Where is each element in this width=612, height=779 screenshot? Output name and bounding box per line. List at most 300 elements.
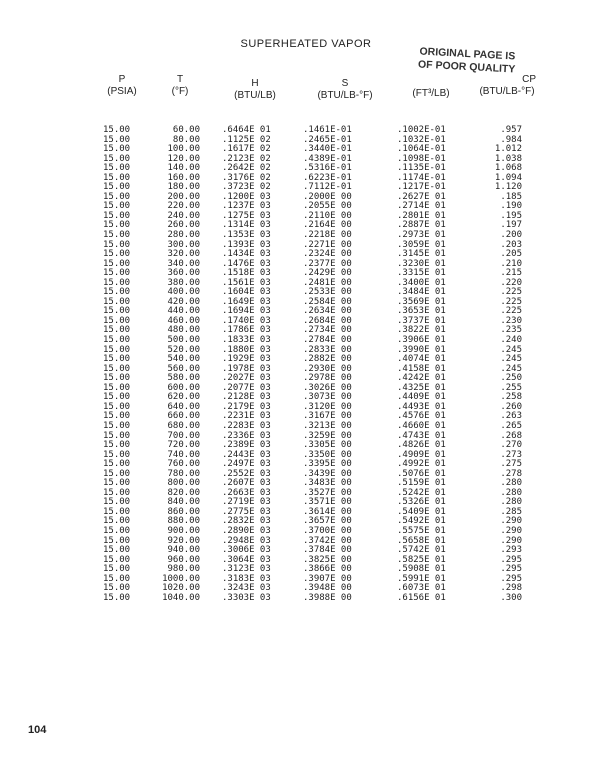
cell-volume: .1135E-01 <box>397 163 446 174</box>
cell-temperature: 860.00 <box>167 506 200 517</box>
cell-volume: .1064E-01 <box>397 144 446 155</box>
cell-volume: .5825E 01 <box>397 554 446 565</box>
cell-volume: .3230E 01 <box>397 258 446 269</box>
cell-pressure: 15.00 <box>103 354 131 365</box>
cell-temperature: 500.00 <box>167 335 200 346</box>
header-temperature-symbol: T <box>176 74 184 85</box>
cell-enthalpy: .2123E 02 <box>222 153 271 164</box>
cell-volume: .3315E 01 <box>397 268 446 279</box>
cell-temperature: 460.00 <box>167 315 200 326</box>
header-volume <box>396 88 466 100</box>
cell-enthalpy: .2443E 03 <box>222 449 271 460</box>
cell-enthalpy: .2607E 03 <box>222 478 271 489</box>
cell-temperature: 720.00 <box>167 440 200 451</box>
cell-specific-heat: .984 <box>500 134 522 145</box>
cell-temperature: 660.00 <box>167 411 200 422</box>
cell-specific-heat: .258 <box>500 392 522 403</box>
cell-temperature: 120.00 <box>167 153 200 164</box>
cell-entropy: .3259E 00 <box>303 430 352 441</box>
cell-enthalpy: .1929E 03 <box>222 354 271 365</box>
cell-volume: .2627E 01 <box>397 191 446 202</box>
cell-pressure: 15.00 <box>103 344 131 355</box>
cell-volume: .2973E 01 <box>397 230 446 241</box>
cell-entropy: .3700E 00 <box>303 525 352 536</box>
cell-enthalpy: .1617E 02 <box>222 144 271 155</box>
cell-volume: .3484E 01 <box>397 287 446 298</box>
header-specific-heat <box>466 74 548 98</box>
cell-volume: .5575E 01 <box>397 525 446 536</box>
stamp-line-2: OF POOR QUALITY <box>417 58 516 76</box>
cell-enthalpy: .3243E 03 <box>222 583 271 594</box>
cell-enthalpy: .2642E 02 <box>222 163 271 174</box>
header-pressure <box>102 74 142 98</box>
page-title: SUPERHEATED VAPOR <box>240 38 372 50</box>
cell-entropy: .2324E 00 <box>303 249 352 260</box>
cell-temperature: 560.00 <box>167 363 200 374</box>
cell-volume: .4660E 01 <box>397 420 446 431</box>
cell-entropy: .3742E 00 <box>303 535 352 546</box>
cell-enthalpy: .1434E 03 <box>222 249 271 260</box>
cell-volume: .5492E 01 <box>397 516 446 527</box>
cell-entropy: .3439E 00 <box>303 468 352 479</box>
cell-entropy: .3527E 00 <box>303 487 352 498</box>
cell-entropy: .5316E-01 <box>303 163 352 174</box>
cell-temperature: 380.00 <box>167 277 200 288</box>
cell-temperature: 800.00 <box>167 478 200 489</box>
cell-specific-heat: 1.012 <box>494 144 522 155</box>
cell-enthalpy: .1237E 03 <box>222 201 271 212</box>
cell-specific-heat: .957 <box>500 125 522 135</box>
cell-specific-heat: .273 <box>500 449 522 460</box>
page-number: 104 <box>28 724 47 736</box>
cell-pressure: 15.00 <box>103 516 131 527</box>
cell-pressure: 15.00 <box>103 554 131 565</box>
cell-specific-heat: .265 <box>500 420 522 431</box>
cell-specific-heat: .250 <box>500 373 522 384</box>
cell-volume: .3145E 01 <box>397 249 446 260</box>
cell-enthalpy: .2775E 03 <box>222 506 271 517</box>
cell-pressure: 15.00 <box>103 459 131 470</box>
cell-pressure: 15.00 <box>103 392 131 403</box>
cell-pressure: 15.00 <box>103 401 131 412</box>
header-enthalpy <box>222 78 288 102</box>
cell-volume: .5742E 01 <box>397 545 446 556</box>
header-pressure-unit: (PSIA) <box>107 86 137 97</box>
cell-temperature: 240.00 <box>167 210 200 221</box>
cell-pressure: 15.00 <box>103 134 131 145</box>
cell-pressure: 15.00 <box>103 296 131 307</box>
cell-specific-heat: .215 <box>500 268 522 279</box>
cell-entropy: .2882E 00 <box>303 354 352 365</box>
header-enthalpy-unit: (BTU/LB) <box>234 90 276 101</box>
cell-specific-heat: .230 <box>500 315 522 326</box>
cell-temperature: 140.00 <box>167 163 200 174</box>
cell-entropy: .3784E 00 <box>303 545 352 556</box>
cell-specific-heat: .280 <box>500 497 522 508</box>
cell-volume: .4409E 01 <box>397 392 446 403</box>
cell-enthalpy: .2179E 03 <box>222 401 271 412</box>
cell-enthalpy: .1476E 03 <box>222 258 271 269</box>
cell-entropy: .2429E 00 <box>303 268 352 279</box>
cell-temperature: 480.00 <box>167 325 200 336</box>
cell-volume: .5326E 01 <box>397 497 446 508</box>
cell-enthalpy: .2948E 03 <box>222 535 271 546</box>
cell-specific-heat: .255 <box>500 382 522 393</box>
cell-specific-heat: .225 <box>500 287 522 298</box>
cell-temperature: 420.00 <box>167 296 200 307</box>
cell-enthalpy: .1978E 03 <box>222 363 271 374</box>
cell-pressure: 15.00 <box>103 191 131 202</box>
cell-temperature: 820.00 <box>167 487 200 498</box>
cell-specific-heat: .290 <box>500 525 522 536</box>
cell-entropy: .3120E 00 <box>303 401 352 412</box>
cell-temperature: 200.00 <box>167 191 200 202</box>
cell-volume: .5159E 01 <box>397 478 446 489</box>
cell-volume: .4992E 01 <box>397 459 446 470</box>
cell-pressure: 15.00 <box>103 258 131 269</box>
header-volume-unit: (FT³/LB) <box>412 88 450 99</box>
cell-entropy: .2684E 00 <box>303 315 352 326</box>
cell-volume: .1098E-01 <box>397 153 446 164</box>
cell-enthalpy: .3303E 03 <box>222 592 271 603</box>
cell-pressure: 15.00 <box>103 172 131 183</box>
cell-enthalpy: .1740E 03 <box>222 315 271 326</box>
cell-entropy: .2634E 00 <box>303 306 352 317</box>
cell-pressure: 15.00 <box>103 440 131 451</box>
cell-entropy: .3657E 00 <box>303 516 352 527</box>
cell-volume: .3059E 01 <box>397 239 446 250</box>
cell-specific-heat: .285 <box>500 506 522 517</box>
cell-pressure: 15.00 <box>103 468 131 479</box>
cell-temperature: 940.00 <box>167 545 200 556</box>
cell-temperature: 840.00 <box>167 497 200 508</box>
cell-entropy: .2978E 00 <box>303 373 352 384</box>
cell-entropy: .2055E 00 <box>303 201 352 212</box>
cell-entropy: .3167E 00 <box>303 411 352 422</box>
cell-volume: .1217E-01 <box>397 182 446 193</box>
cell-enthalpy: .1604E 03 <box>222 287 271 298</box>
cell-volume: .5991E 01 <box>397 573 446 584</box>
cell-enthalpy: .2283E 03 <box>222 420 271 431</box>
cell-enthalpy: .3064E 03 <box>222 554 271 565</box>
cell-specific-heat: .290 <box>500 535 522 546</box>
cell-pressure: 15.00 <box>103 382 131 393</box>
cell-temperature: 880.00 <box>167 516 200 527</box>
cell-enthalpy: .3183E 03 <box>222 573 271 584</box>
cell-pressure: 15.00 <box>103 564 131 575</box>
cell-enthalpy: .2231E 03 <box>222 411 271 422</box>
cell-entropy: .2584E 00 <box>303 296 352 307</box>
header-entropy <box>302 78 388 102</box>
cell-temperature: 580.00 <box>167 373 200 384</box>
cell-specific-heat: .278 <box>500 468 522 479</box>
cell-temperature: 280.00 <box>167 230 200 241</box>
cell-entropy: .2000E 00 <box>303 191 352 202</box>
cell-pressure: 15.00 <box>103 592 131 603</box>
cell-entropy: .2481E 00 <box>303 277 352 288</box>
table-row <box>0 594 612 604</box>
cell-entropy: .2271E 00 <box>303 239 352 250</box>
cell-temperature: 620.00 <box>167 392 200 403</box>
cell-specific-heat: .225 <box>500 296 522 307</box>
cell-pressure: 15.00 <box>103 201 131 212</box>
cell-specific-heat: .270 <box>500 440 522 451</box>
cell-pressure: 15.00 <box>103 420 131 431</box>
cell-specific-heat: .280 <box>500 487 522 498</box>
cell-specific-heat: .275 <box>500 459 522 470</box>
cell-specific-heat: .185 <box>500 191 522 202</box>
cell-pressure: 15.00 <box>103 430 131 441</box>
cell-entropy: .2377E 00 <box>303 258 352 269</box>
cell-temperature: 160.00 <box>167 172 200 183</box>
cell-temperature: 960.00 <box>167 554 200 565</box>
cell-volume: .5658E 01 <box>397 535 446 546</box>
cell-temperature: 260.00 <box>167 220 200 231</box>
cell-pressure: 15.00 <box>103 220 131 231</box>
cell-pressure: 15.00 <box>103 230 131 241</box>
cell-entropy: .2110E 00 <box>303 210 352 221</box>
cell-specific-heat: .203 <box>500 239 522 250</box>
cell-enthalpy: .6464E 01 <box>222 125 271 135</box>
cell-specific-heat: .205 <box>500 249 522 260</box>
cell-entropy: .2930E 00 <box>303 363 352 374</box>
cell-specific-heat: .197 <box>500 220 522 231</box>
cell-volume: .3737E 01 <box>397 315 446 326</box>
cell-specific-heat: .225 <box>500 306 522 317</box>
cell-specific-heat: .240 <box>500 335 522 346</box>
cell-pressure: 15.00 <box>103 525 131 536</box>
cell-specific-heat: .195 <box>500 210 522 221</box>
cell-enthalpy: .1275E 03 <box>222 210 271 221</box>
cell-entropy: .3866E 00 <box>303 564 352 575</box>
cell-volume: .6073E 01 <box>397 583 446 594</box>
cell-pressure: 15.00 <box>103 573 131 584</box>
cell-volume: .4909E 01 <box>397 449 446 460</box>
cell-temperature: 80.00 <box>172 134 200 145</box>
cell-volume: .2714E 01 <box>397 201 446 212</box>
cell-specific-heat: .295 <box>500 564 522 575</box>
cell-enthalpy: .2832E 03 <box>222 516 271 527</box>
cell-entropy: .3395E 00 <box>303 459 352 470</box>
cell-volume: .2801E 01 <box>397 210 446 221</box>
cell-pressure: 15.00 <box>103 487 131 498</box>
cell-pressure: 15.00 <box>103 277 131 288</box>
cell-enthalpy: .3123E 03 <box>222 564 271 575</box>
header-enthalpy-symbol: H <box>251 78 259 89</box>
cell-enthalpy: .1561E 03 <box>222 277 271 288</box>
cell-enthalpy: .1314E 03 <box>222 220 271 231</box>
cell-enthalpy: .3723E 02 <box>222 182 271 193</box>
header-entropy-unit: (BTU/LB-°F) <box>317 90 373 101</box>
header-specific-heat-unit: (BTU/LB-°F) <box>479 86 535 97</box>
cell-specific-heat: .220 <box>500 277 522 288</box>
cell-volume: .5076E 01 <box>397 468 446 479</box>
cell-volume: .3653E 01 <box>397 306 446 317</box>
cell-pressure: 15.00 <box>103 411 131 422</box>
cell-entropy: .3988E 00 <box>303 592 352 603</box>
cell-volume: .6156E 01 <box>397 592 446 603</box>
cell-pressure: 15.00 <box>103 449 131 460</box>
cell-temperature: 900.00 <box>167 525 200 536</box>
cell-entropy: .2784E 00 <box>303 335 352 346</box>
cell-temperature: 340.00 <box>167 258 200 269</box>
cell-volume: .5409E 01 <box>397 506 446 517</box>
cell-enthalpy: .1694E 03 <box>222 306 271 317</box>
cell-enthalpy: .1786E 03 <box>222 325 271 336</box>
cell-pressure: 15.00 <box>103 363 131 374</box>
cell-entropy: .3350E 00 <box>303 449 352 460</box>
header-entropy-symbol: S <box>341 78 349 89</box>
cell-temperature: 320.00 <box>167 249 200 260</box>
cell-pressure: 15.00 <box>103 497 131 508</box>
cell-pressure: 15.00 <box>103 239 131 250</box>
cell-enthalpy: .1353E 03 <box>222 230 271 241</box>
cell-temperature: 740.00 <box>167 449 200 460</box>
cell-entropy: .3026E 00 <box>303 382 352 393</box>
cell-entropy: .3948E 00 <box>303 583 352 594</box>
cell-volume: .4743E 01 <box>397 430 446 441</box>
cell-temperature: 400.00 <box>167 287 200 298</box>
cell-specific-heat: 1.120 <box>494 182 522 193</box>
cell-pressure: 15.00 <box>103 287 131 298</box>
cell-volume: .3569E 01 <box>397 296 446 307</box>
cell-volume: .3400E 01 <box>397 277 446 288</box>
cell-volume: .4158E 01 <box>397 363 446 374</box>
cell-temperature: 60.00 <box>172 125 200 135</box>
cell-pressure: 15.00 <box>103 306 131 317</box>
cell-temperature: 600.00 <box>167 382 200 393</box>
cell-volume: .4576E 01 <box>397 411 446 422</box>
cell-entropy: .2164E 00 <box>303 220 352 231</box>
cell-specific-heat: .235 <box>500 325 522 336</box>
cell-volume: .4826E 01 <box>397 440 446 451</box>
cell-volume: .3822E 01 <box>397 325 446 336</box>
cell-temperature: 540.00 <box>167 354 200 365</box>
cell-temperature: 220.00 <box>167 201 200 212</box>
cell-entropy: .2218E 00 <box>303 230 352 241</box>
cell-specific-heat: .290 <box>500 516 522 527</box>
cell-volume: .4074E 01 <box>397 354 446 365</box>
header-temperature-unit: (°F) <box>171 86 189 97</box>
cell-pressure: 15.00 <box>103 144 131 155</box>
cell-specific-heat: .260 <box>500 401 522 412</box>
cell-temperature: 520.00 <box>167 344 200 355</box>
cell-pressure: 15.00 <box>103 325 131 336</box>
cell-specific-heat: .245 <box>500 344 522 355</box>
cell-temperature: 180.00 <box>167 182 200 193</box>
cell-pressure: 15.00 <box>103 153 131 164</box>
cell-entropy: .7112E-01 <box>303 182 352 193</box>
cell-entropy: .3825E 00 <box>303 554 352 565</box>
cell-enthalpy: .1880E 03 <box>222 344 271 355</box>
cell-specific-heat: .200 <box>500 230 522 241</box>
cell-specific-heat: 1.068 <box>494 163 522 174</box>
cell-enthalpy: .1200E 03 <box>222 191 271 202</box>
cell-temperature: 100.00 <box>167 144 200 155</box>
cell-specific-heat: .300 <box>500 592 522 603</box>
cell-specific-heat: 1.038 <box>494 153 522 164</box>
cell-temperature: 1020.00 <box>162 583 200 594</box>
cell-specific-heat: .280 <box>500 478 522 489</box>
cell-specific-heat: .298 <box>500 583 522 594</box>
cell-temperature: 760.00 <box>167 459 200 470</box>
cell-entropy: .3907E 00 <box>303 573 352 584</box>
cell-enthalpy: .2336E 03 <box>222 430 271 441</box>
cell-pressure: 15.00 <box>103 163 131 174</box>
header-pressure-symbol: P <box>118 74 126 85</box>
cell-entropy: .3440E-01 <box>303 144 352 155</box>
cell-enthalpy: .2552E 03 <box>222 468 271 479</box>
cell-specific-heat: .210 <box>500 258 522 269</box>
cell-pressure: 15.00 <box>103 583 131 594</box>
cell-specific-heat: .293 <box>500 545 522 556</box>
cell-pressure: 15.00 <box>103 182 131 193</box>
cell-pressure: 15.00 <box>103 545 131 556</box>
header-temperature <box>160 74 200 98</box>
cell-entropy: .3305E 00 <box>303 440 352 451</box>
cell-enthalpy: .2890E 03 <box>222 525 271 536</box>
cell-specific-heat: .295 <box>500 554 522 565</box>
cell-entropy: .2734E 00 <box>303 325 352 336</box>
cell-enthalpy: .1393E 03 <box>222 239 271 250</box>
cell-temperature: 780.00 <box>167 468 200 479</box>
cell-temperature: 300.00 <box>167 239 200 250</box>
cell-pressure: 15.00 <box>103 506 131 517</box>
cell-pressure: 15.00 <box>103 335 131 346</box>
cell-temperature: 700.00 <box>167 430 200 441</box>
cell-enthalpy: .2719E 03 <box>222 497 271 508</box>
cell-specific-heat: .263 <box>500 411 522 422</box>
cell-specific-heat: 1.094 <box>494 172 522 183</box>
header-specific-heat-symbol: CP <box>522 74 536 85</box>
cell-temperature: 1040.00 <box>162 592 200 603</box>
stamp-line-1: ORIGINAL PAGE IS <box>419 45 516 63</box>
cell-temperature: 980.00 <box>167 564 200 575</box>
cell-pressure: 15.00 <box>103 210 131 221</box>
cell-entropy: .4389E-01 <box>303 153 352 164</box>
cell-enthalpy: .1518E 03 <box>222 268 271 279</box>
cell-enthalpy: .2128E 03 <box>222 392 271 403</box>
cell-entropy: .2833E 00 <box>303 344 352 355</box>
cell-pressure: 15.00 <box>103 535 131 546</box>
cell-temperature: 920.00 <box>167 535 200 546</box>
cell-entropy: .1461E-01 <box>303 125 352 135</box>
cell-pressure: 15.00 <box>103 268 131 279</box>
cell-entropy: .3213E 00 <box>303 420 352 431</box>
cell-volume: .4493E 01 <box>397 401 446 412</box>
cell-volume: .2887E 01 <box>397 220 446 231</box>
cell-entropy: .3571E 00 <box>303 497 352 508</box>
cell-specific-heat: .245 <box>500 363 522 374</box>
cell-specific-heat: .268 <box>500 430 522 441</box>
cell-enthalpy: .2663E 03 <box>222 487 271 498</box>
cell-specific-heat: .245 <box>500 354 522 365</box>
cell-volume: .1002E-01 <box>397 125 446 135</box>
cell-volume: .1032E-01 <box>397 134 446 145</box>
cell-pressure: 15.00 <box>103 125 131 135</box>
cell-entropy: .2465E-01 <box>303 134 352 145</box>
cell-entropy: .3614E 00 <box>303 506 352 517</box>
data-table <box>0 126 612 603</box>
cell-volume: .1174E-01 <box>397 172 446 183</box>
cell-enthalpy: .2027E 03 <box>222 373 271 384</box>
cell-enthalpy: .3006E 03 <box>222 545 271 556</box>
cell-enthalpy: .1125E 02 <box>222 134 271 145</box>
cell-volume: .3990E 01 <box>397 344 446 355</box>
cell-temperature: 680.00 <box>167 420 200 431</box>
cell-volume: .4325E 01 <box>397 382 446 393</box>
cell-pressure: 15.00 <box>103 249 131 260</box>
